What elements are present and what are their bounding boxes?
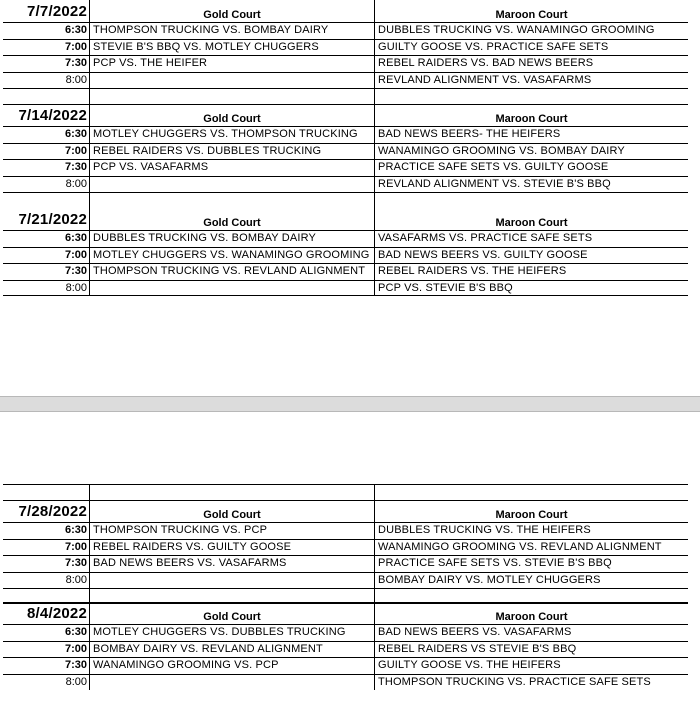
game-time: 6:30: [64, 626, 87, 638]
week-header-row: [3, 0, 688, 22]
gold-court-header-cell[interactable]: [90, 193, 375, 230]
empty-cell[interactable]: [3, 89, 90, 104]
maroon-game-cell[interactable]: [375, 642, 688, 658]
game-row: [3, 657, 688, 674]
maroon-court-header-cell[interactable]: [375, 105, 688, 126]
maroon-matchup: BAD NEWS BEERS VS. GUILTY GOOSE: [378, 248, 588, 261]
maroon-game-cell[interactable]: [375, 281, 688, 296]
time-cell[interactable]: [3, 264, 90, 280]
game-row: [3, 247, 688, 264]
maroon-matchup: PCP VS. STEVIE B'S BBQ: [378, 281, 513, 294]
empty-cell[interactable]: [90, 589, 375, 602]
schedule-grid-page-2: [3, 484, 688, 690]
maroon-matchup: PRACTICE SAFE SETS VS. GUILTY GOOSE: [378, 161, 609, 173]
gold-game-cell[interactable]: [90, 540, 375, 556]
maroon-matchup: DUBBLES TRUCKING VS. THE HEIFERS: [378, 524, 591, 536]
week-date: 8/4/2022: [27, 605, 87, 622]
game-time: 6:30: [64, 128, 87, 140]
game-row: [3, 572, 688, 589]
gold-matchup: PCP VS. VASAFARMS: [93, 161, 209, 173]
maroon-game-cell[interactable]: [375, 658, 688, 674]
maroon-court-label: Maroon Court: [495, 611, 568, 623]
game-row: [3, 263, 688, 280]
maroon-matchup: WANAMINGO GROOMING VS. REVLAND ALIGNMENT: [378, 540, 662, 553]
gold-matchup: MOTLEY CHUGGERS VS. THOMPSON TRUCKING: [93, 128, 358, 140]
maroon-game-cell[interactable]: [375, 625, 688, 641]
maroon-game-cell[interactable]: [375, 177, 688, 193]
week-header-row: [3, 500, 688, 522]
maroon-game-cell[interactable]: [375, 556, 688, 572]
maroon-court-header-cell[interactable]: [375, 0, 688, 22]
gold-game-cell[interactable]: [90, 264, 375, 280]
maroon-game-cell[interactable]: [375, 56, 688, 72]
time-cell[interactable]: [3, 573, 90, 589]
maroon-game-cell[interactable]: [375, 231, 688, 247]
game-row: [3, 230, 688, 247]
time-cell[interactable]: [3, 675, 90, 691]
empty-cell[interactable]: [90, 89, 375, 104]
gold-game-cell[interactable]: [90, 23, 375, 39]
gold-game-cell[interactable]: [90, 56, 375, 72]
week-date: 7/7/2022: [27, 3, 87, 20]
time-cell[interactable]: [3, 248, 90, 264]
gold-matchup: THOMPSON TRUCKING VS. PCP: [93, 524, 268, 536]
game-time: 7:30: [64, 557, 87, 569]
maroon-matchup: REVLAND ALIGNMENT VS. VASAFARMS: [378, 73, 592, 86]
gold-game-cell[interactable]: [90, 675, 375, 691]
date-cell[interactable]: [3, 604, 90, 624]
page-break-gap: [0, 396, 700, 412]
gold-game-cell[interactable]: [90, 523, 375, 539]
gold-game-cell[interactable]: [90, 127, 375, 143]
game-row: [3, 159, 688, 176]
gold-game-cell[interactable]: [90, 281, 375, 296]
game-row: [3, 555, 688, 572]
maroon-court-label: Maroon Court: [495, 509, 568, 521]
maroon-matchup: BAD NEWS BEERS- THE HEIFERS: [378, 128, 561, 140]
game-row: [3, 280, 688, 297]
maroon-matchup: REBEL RAIDERS VS. BAD NEWS BEERS: [378, 57, 594, 69]
time-cell[interactable]: [3, 540, 90, 556]
maroon-matchup: WANAMINGO GROOMING VS. BOMBAY DAIRY: [378, 144, 625, 157]
time-cell[interactable]: [3, 177, 90, 193]
maroon-court-header-cell[interactable]: [375, 193, 688, 230]
maroon-game-cell[interactable]: [375, 144, 688, 160]
gold-game-cell[interactable]: [90, 231, 375, 247]
maroon-court-header-cell[interactable]: [375, 604, 688, 624]
gold-matchup: BOMBAY DAIRY VS. REVLAND ALIGNMENT: [93, 642, 323, 655]
gold-game-cell[interactable]: [90, 625, 375, 641]
blank-row: [3, 88, 688, 104]
time-cell[interactable]: [3, 658, 90, 674]
gold-matchup: MOTLEY CHUGGERS VS. WANAMINGO GROOMING: [93, 248, 370, 261]
blank-row: [3, 588, 688, 602]
game-time: 7:30: [64, 265, 87, 277]
date-cell[interactable]: [3, 193, 90, 230]
game-time: 6:30: [64, 524, 87, 536]
game-time: 6:30: [64, 24, 87, 36]
game-time: 8:00: [65, 281, 87, 294]
time-cell[interactable]: [3, 144, 90, 160]
week-header-row: [3, 192, 688, 230]
game-time: 7:00: [64, 642, 87, 655]
maroon-court-label: Maroon Court: [495, 113, 568, 125]
game-row: [3, 522, 688, 539]
maroon-matchup: PRACTICE SAFE SETS VS. STEVIE B'S BBQ: [378, 557, 612, 569]
maroon-game-cell[interactable]: [375, 540, 688, 556]
game-time: 8:00: [65, 573, 87, 586]
maroon-game-cell[interactable]: [375, 523, 688, 539]
maroon-game-cell[interactable]: [375, 23, 688, 39]
gold-court-label: Gold Court: [203, 217, 261, 229]
gold-matchup: STEVIE B'S BBQ VS. MOTLEY CHUGGERS: [93, 40, 319, 53]
time-cell[interactable]: [3, 56, 90, 72]
game-row: [3, 22, 688, 39]
gold-game-cell[interactable]: [90, 658, 375, 674]
sheet-page-2: [0, 412, 700, 702]
time-cell[interactable]: [3, 642, 90, 658]
maroon-game-cell[interactable]: [375, 127, 688, 143]
maroon-matchup: BAD NEWS BEERS VS. VASAFARMS: [378, 626, 572, 638]
maroon-court-label: Maroon Court: [495, 217, 568, 229]
maroon-court-label: Maroon Court: [495, 9, 568, 21]
maroon-game-cell[interactable]: [375, 248, 688, 264]
maroon-game-cell[interactable]: [375, 40, 688, 56]
game-time: 8:00: [65, 73, 87, 86]
empty-cell[interactable]: [375, 589, 688, 602]
gold-matchup: PCP VS. THE HEIFER: [93, 57, 208, 69]
maroon-game-cell[interactable]: [375, 675, 688, 691]
game-time: 7:00: [64, 540, 87, 553]
game-row: [3, 55, 688, 72]
gold-court-header-cell[interactable]: [90, 0, 375, 22]
maroon-matchup: VASAFARMS VS. PRACTICE SAFE SETS: [378, 232, 593, 244]
gold-game-cell[interactable]: [90, 248, 375, 264]
maroon-game-cell[interactable]: [375, 160, 688, 176]
week-date: 7/14/2022: [18, 107, 87, 124]
maroon-matchup: GUILTY GOOSE VS. PRACTICE SAFE SETS: [378, 40, 609, 53]
game-time: 6:30: [64, 232, 87, 244]
game-time: 7:30: [64, 659, 87, 671]
maroon-matchup: BOMBAY DAIRY VS. MOTLEY CHUGGERS: [378, 573, 601, 586]
game-row: [3, 624, 688, 641]
empty-cell[interactable]: [375, 89, 688, 104]
time-cell[interactable]: [3, 556, 90, 572]
gold-court-label: Gold Court: [203, 611, 261, 623]
game-time: 7:00: [64, 40, 87, 53]
gold-matchup: BAD NEWS BEERS VS. VASAFARMS: [93, 557, 287, 569]
gold-game-cell[interactable]: [90, 40, 375, 56]
gold-matchup: THOMPSON TRUCKING VS. REVLAND ALIGNMENT: [93, 265, 366, 277]
gold-matchup: WANAMINGO GROOMING VS. PCP: [93, 659, 279, 671]
empty-cell[interactable]: [90, 485, 375, 500]
maroon-matchup: DUBBLES TRUCKING VS. WANAMINGO GROOMING: [378, 24, 655, 36]
maroon-game-cell[interactable]: [375, 73, 688, 89]
maroon-matchup: GUILTY GOOSE VS. THE HEIFERS: [378, 659, 561, 671]
game-row: [3, 674, 688, 691]
game-row: [3, 641, 688, 658]
time-cell[interactable]: [3, 23, 90, 39]
time-cell[interactable]: [3, 73, 90, 89]
date-cell[interactable]: [3, 105, 90, 126]
empty-cell[interactable]: [375, 485, 688, 500]
gold-court-header-cell[interactable]: [90, 501, 375, 522]
time-cell[interactable]: [3, 281, 90, 296]
game-row: [3, 72, 688, 89]
gold-game-cell[interactable]: [90, 177, 375, 193]
game-row: [3, 539, 688, 556]
date-cell[interactable]: [3, 0, 90, 22]
gold-matchup: THOMPSON TRUCKING VS. BOMBAY DAIRY: [93, 24, 329, 36]
schedule-grid-page-1: [3, 0, 688, 296]
maroon-matchup: REBEL RAIDERS VS STEVIE B'S BBQ: [378, 642, 577, 655]
game-row: [3, 176, 688, 193]
empty-cell[interactable]: [3, 485, 90, 500]
date-cell[interactable]: [3, 501, 90, 522]
time-cell[interactable]: [3, 231, 90, 247]
week-header-row: [3, 602, 688, 624]
game-time: 7:00: [64, 144, 87, 157]
time-cell[interactable]: [3, 160, 90, 176]
gold-court-label: Gold Court: [203, 509, 261, 521]
game-time: 8:00: [65, 675, 87, 688]
game-time: 8:00: [65, 177, 87, 190]
gold-court-header-cell[interactable]: [90, 105, 375, 126]
week-date: 7/21/2022: [18, 211, 87, 228]
maroon-game-cell[interactable]: [375, 573, 688, 589]
gold-matchup: MOTLEY CHUGGERS VS. DUBBLES TRUCKING: [93, 626, 346, 638]
gold-matchup: REBEL RAIDERS VS. DUBBLES TRUCKING: [93, 144, 322, 157]
empty-cell[interactable]: [3, 589, 90, 602]
time-cell[interactable]: [3, 523, 90, 539]
gold-matchup: REBEL RAIDERS VS. GUILTY GOOSE: [93, 540, 292, 553]
time-cell[interactable]: [3, 127, 90, 143]
week-date: 7/28/2022: [18, 503, 87, 520]
maroon-matchup: REBEL RAIDERS VS. THE HEIFERS: [378, 265, 567, 277]
game-time: 7:30: [64, 161, 87, 173]
game-row: [3, 143, 688, 160]
game-time: 7:00: [64, 248, 87, 261]
maroon-matchup: THOMPSON TRUCKING VS. PRACTICE SAFE SETS: [378, 675, 651, 688]
gold-game-cell[interactable]: [90, 144, 375, 160]
gold-court-label: Gold Court: [203, 113, 261, 125]
gold-court-header-cell[interactable]: [90, 604, 375, 624]
gold-matchup: DUBBLES TRUCKING VS. BOMBAY DAIRY: [93, 232, 316, 244]
game-time: 7:30: [64, 57, 87, 69]
week-header-row: [3, 104, 688, 126]
game-row: [3, 39, 688, 56]
maroon-court-header-cell[interactable]: [375, 501, 688, 522]
blank-row: [3, 484, 688, 500]
gold-game-cell[interactable]: [90, 73, 375, 89]
gold-court-label: Gold Court: [203, 9, 261, 21]
gold-game-cell[interactable]: [90, 642, 375, 658]
time-cell[interactable]: [3, 625, 90, 641]
gold-game-cell[interactable]: [90, 573, 375, 589]
gold-game-cell[interactable]: [90, 556, 375, 572]
gold-game-cell[interactable]: [90, 160, 375, 176]
maroon-matchup: REVLAND ALIGNMENT VS. STEVIE B'S BBQ: [378, 177, 611, 190]
maroon-game-cell[interactable]: [375, 264, 688, 280]
time-cell[interactable]: [3, 40, 90, 56]
game-row: [3, 126, 688, 143]
